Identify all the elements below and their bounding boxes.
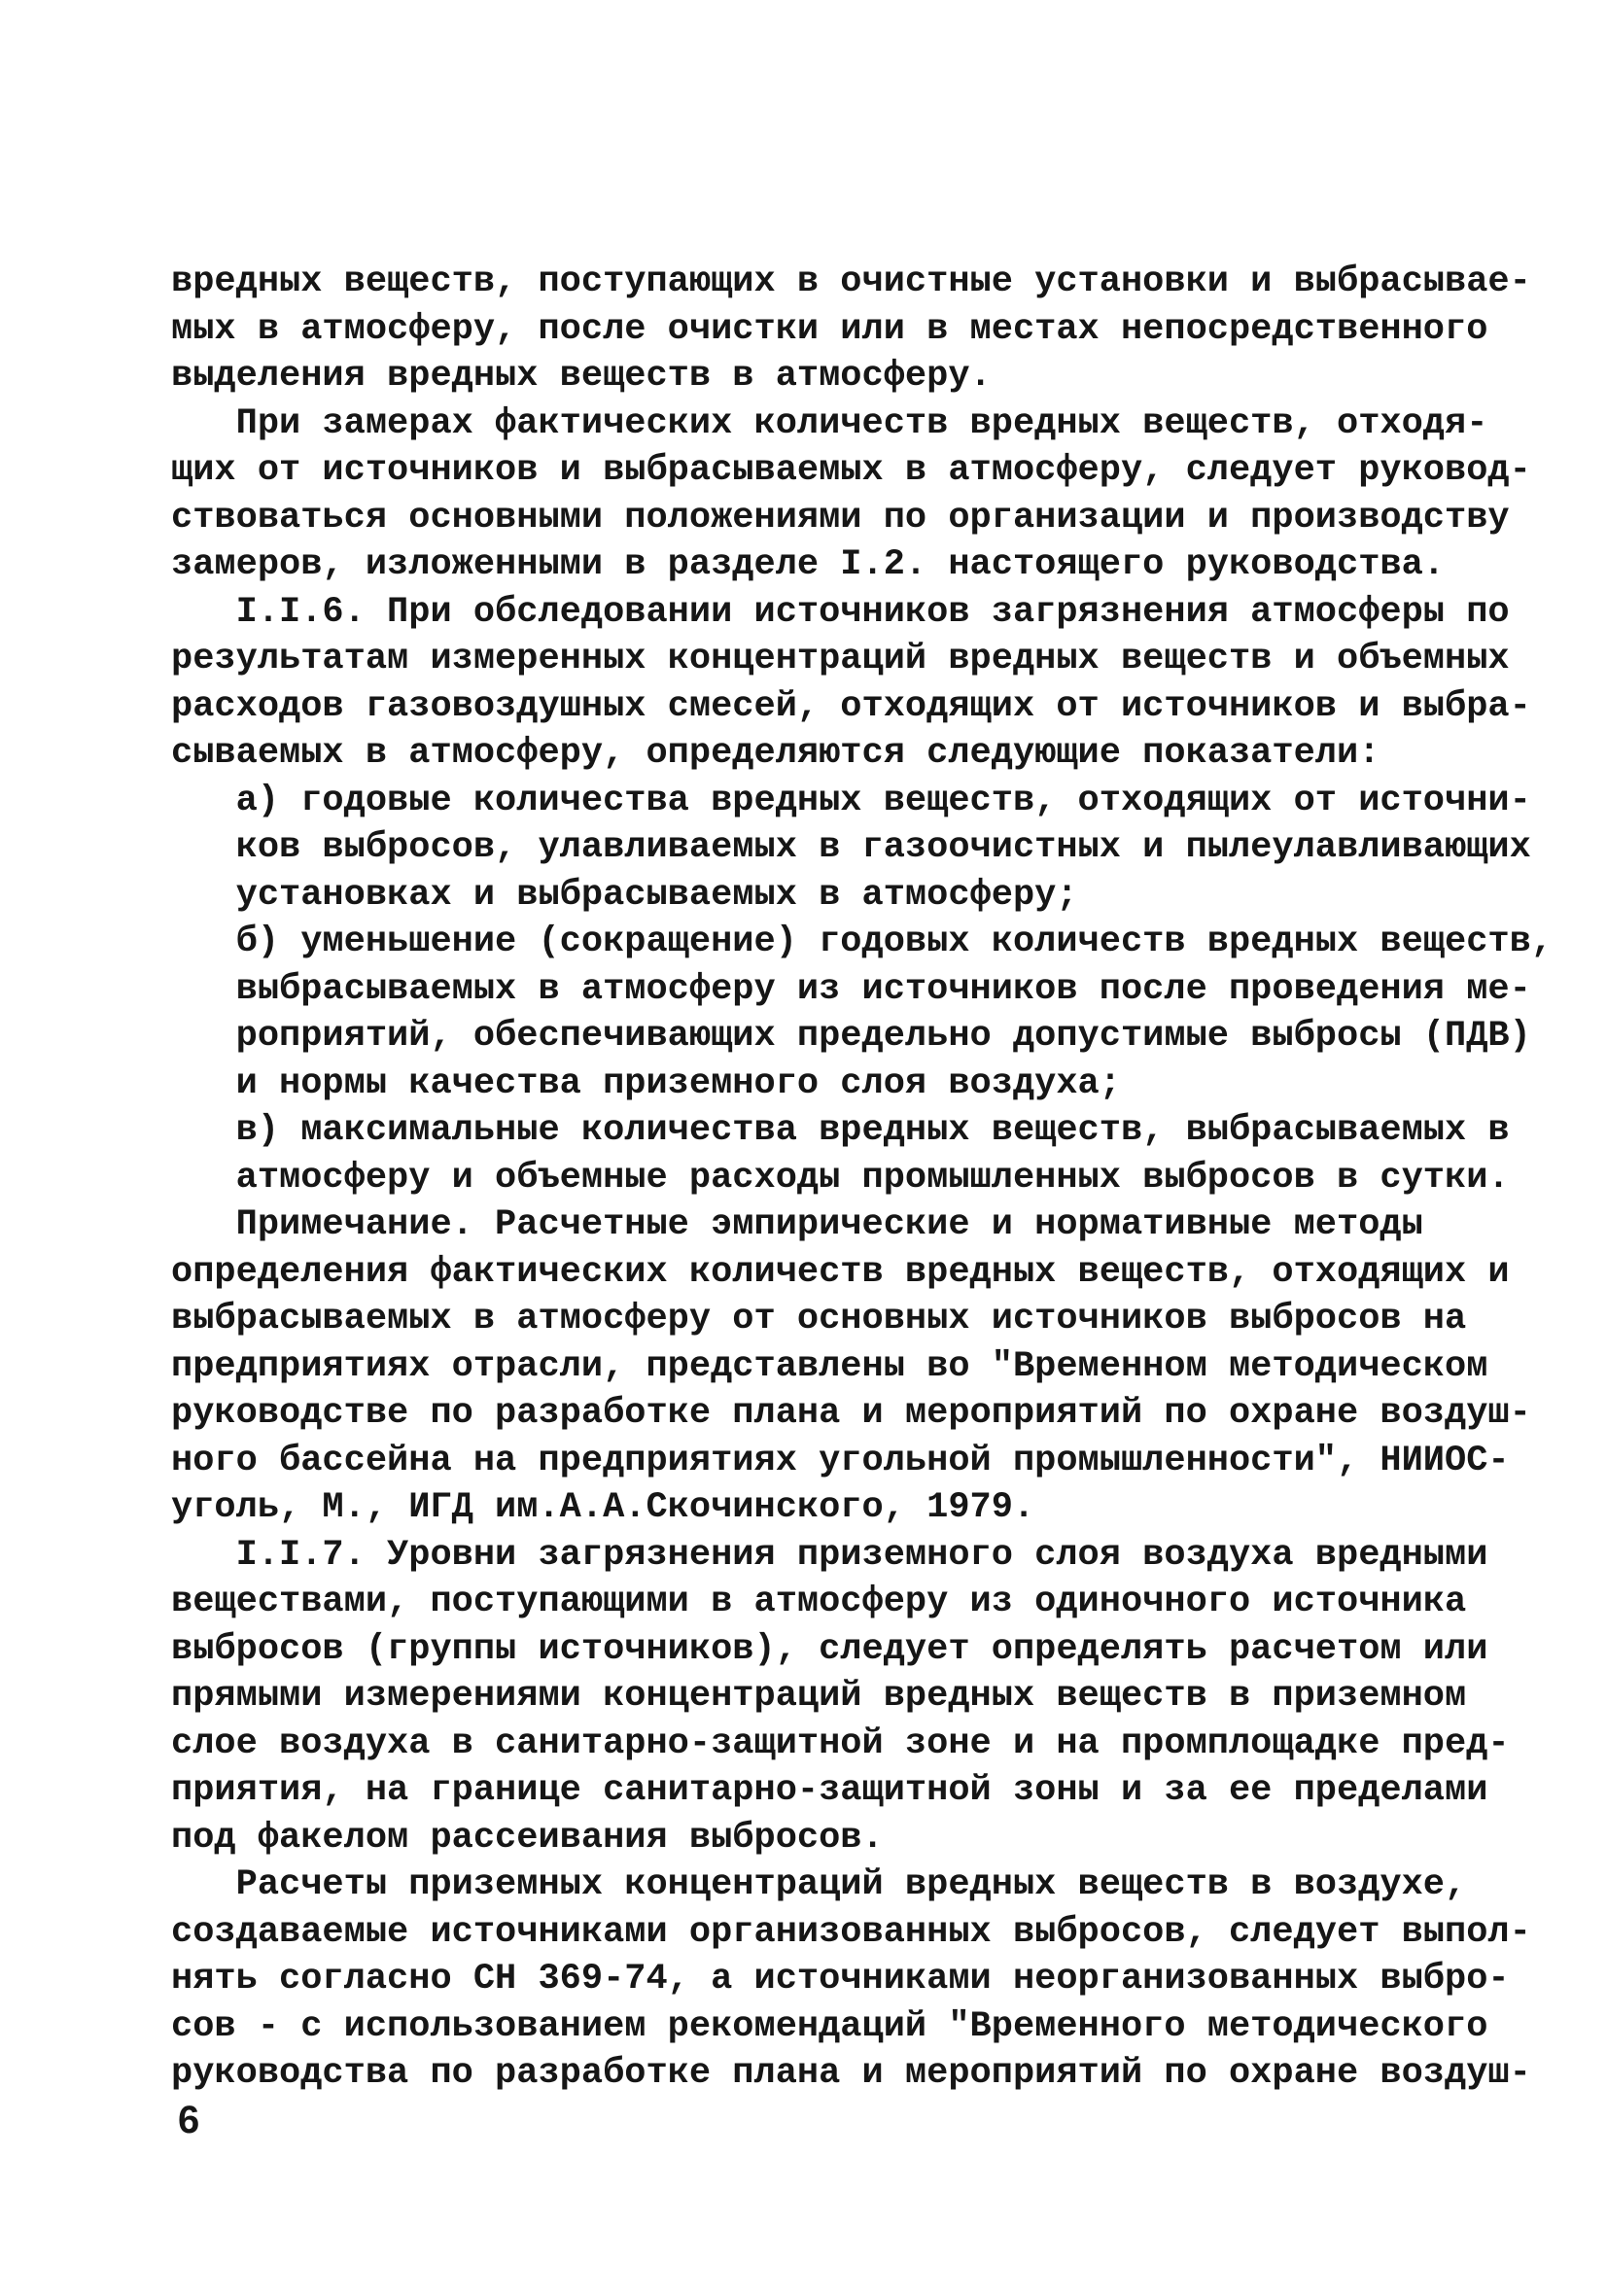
text-line: приятия, на границе санитарно-защитной зоны и за ее пределами: [171, 1770, 1488, 1811]
text-line: нять согласно СН 369-74, а источниками неорганизованных выбро-: [171, 1959, 1510, 2000]
text-line: результатам измеренных концентраций вредных веществ и объемных: [171, 639, 1510, 679]
text-line: ного бассейна на предприятиях угольной промышленности", НИИОС-: [171, 1440, 1510, 1481]
text-line: выбрасываемых в атмосферу из источников после проведения ме-: [171, 968, 1531, 1010]
page-number: 6: [178, 2099, 200, 2141]
text-line: ков выбросов, улавливаемых в газоочистных и пылеулавливающих: [171, 827, 1531, 868]
text-line: Примечание. Расчетные эмпирические и нормативные методы: [171, 1204, 1423, 1245]
text-line: уголь, М., ИГД им.А.А.Скочинского, 1979.: [171, 1487, 1035, 1528]
text-line: расходов газовоздушных смесей, отходящих от источников и выбра-: [171, 685, 1531, 727]
text-line: предприятиях отрасли, представлены во "Временном методическом: [171, 1345, 1488, 1387]
text-line: атмосферу и объемные расходы промышленных выбросов в сутки.: [171, 1157, 1510, 1199]
text-line: I.I.7. Уровни загрязнения приземного слоя воздуха вредными: [171, 1534, 1488, 1576]
text-line: выбрасываемых в атмосферу от основных источников выбросов на: [171, 1299, 1467, 1339]
text-line: замеров, изложенными в разделе I.2. настоящего руководства.: [171, 544, 1446, 585]
text-line: вредных веществ, поступающих в очистные установки и выбрасывае-: [171, 261, 1531, 302]
text-line: а) годовые количества вредных веществ, отходящих от источни-: [171, 780, 1531, 821]
text-line: мых в атмосферу, после очистки или в местах непосредственного: [171, 308, 1488, 350]
text-line: б) уменьшение (сокращение) годовых количеств вредных веществ,: [171, 922, 1554, 962]
text-line: выделения вредных веществ в атмосферу.: [171, 356, 992, 397]
text-line: руководства по разработке плана и мероприятий по охране воздуш-: [171, 2053, 1531, 2094]
text-line: под факелом рассеивания выбросов.: [171, 1817, 884, 1859]
text-line: определения фактических количеств вредных веществ, отходящих и: [171, 1251, 1510, 1293]
text-line: слое воздуха в санитарно-защитной зоне и на промплощадке пред-: [171, 1722, 1510, 1764]
text-line: установках и выбрасываемых в атмосферу;: [171, 874, 1078, 916]
text-line: При замерах фактических количеств вредных веществ, отходя-: [171, 402, 1488, 444]
text-line: веществами, поступающими в атмосферу из одиночного источника: [171, 1582, 1467, 1622]
text-line: I.I.6. При обследовании источников загрязнения атмосферы по: [171, 591, 1510, 633]
text-line: роприятий, обеспечивающих предельно допустимые выбросы (ПДВ): [171, 1016, 1531, 1057]
text-line: сов - с использованием рекомендаций "Временного методического: [171, 2005, 1488, 2047]
text-line: Расчеты приземных концентраций вредных веществ в воздухе,: [171, 1864, 1467, 1905]
text-line: выбросов (группы источников), следует определять расчетом или: [171, 1628, 1488, 1670]
text-line: в) максимальные количества вредных веществ, выбрасываемых в: [171, 1110, 1510, 1151]
text-line: руководстве по разработке плана и мероприятий по охране воздуш-: [171, 1393, 1531, 1434]
text-line: ствоваться основными положениями по организации и производству: [171, 497, 1510, 539]
text-line: сываемых в атмосферу, определяются следующие показатели:: [171, 733, 1380, 774]
text-line: щих от источников и выбрасываемых в атмосферу, следует руковод-: [171, 450, 1531, 491]
text-line: и нормы качества приземного слоя воздуха;: [171, 1062, 1121, 1104]
text-line: прямыми измерениями концентраций вредных веществ в приземном: [171, 1676, 1467, 1717]
text-line: создаваемые источниками организованных выбросов, следует выпол-: [171, 1911, 1531, 1953]
